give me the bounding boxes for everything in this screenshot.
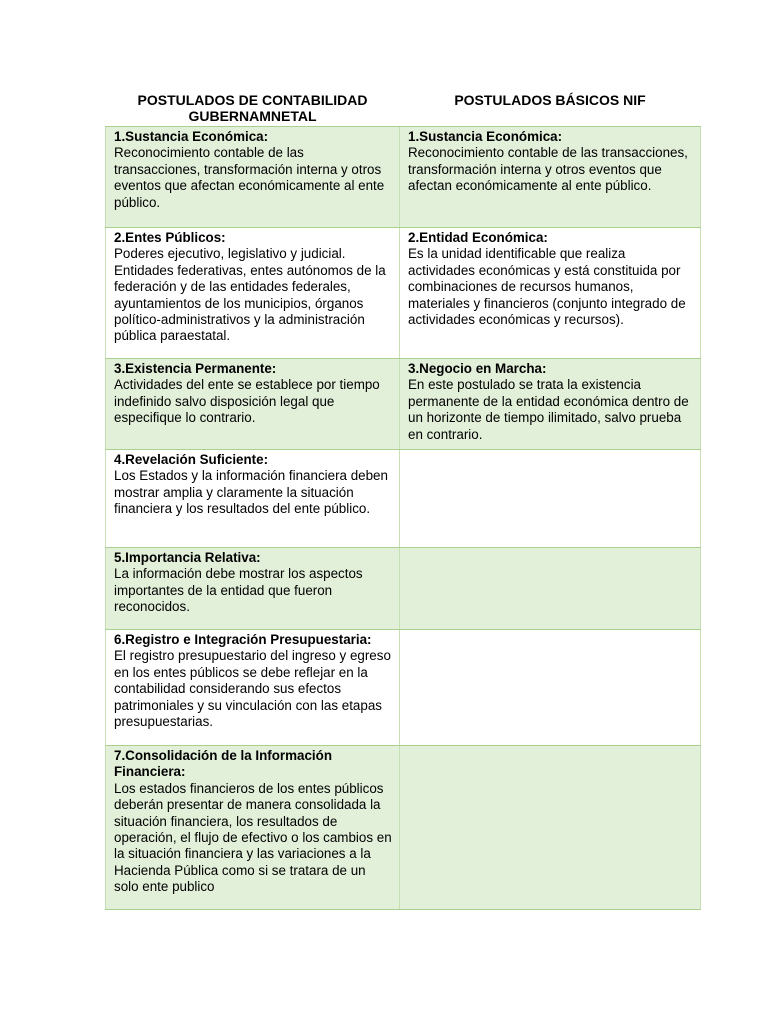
postulado-text: El registro presupuestario del ingreso y egreso en los entes públicos se debe reflejar en la contabilidad considerando sus efectos patrimoniales y su vinculación con las etapas presupuestarias.: [114, 648, 391, 730]
postulado-title: 2.Entidad Económica:: [408, 230, 548, 245]
cell-nif: [400, 630, 701, 746]
postulado-text: Reconocimiento contable de las transacciones, transformación interna y otros eventos que afectan económicamente al ente público.: [114, 145, 385, 210]
postulado-text: Los estados financieros de los entes públicos deberán presentar de manera consolidada la situación financiera, los resultados de operación, el flujo de efectivo o los cambios en la situación financiera y las variaciones a la Hacienda Pública como si se tratara de un solo ente publico: [114, 780, 392, 895]
postulado-title: 7.Consolidación de la Información Financiera:: [114, 748, 333, 780]
table-row: [106, 228, 701, 359]
postulado-text: Reconocimiento contable de las transacciones, transformación interna y otros eventos que afectan económicamente al ente público.: [408, 145, 688, 194]
cell-nif: [400, 359, 701, 450]
table-row: [106, 746, 701, 910]
cell-nif: [400, 746, 701, 910]
table-row: [106, 359, 701, 450]
postulado-text: Los Estados y la información financiera deben mostrar amplia y claramente la situación financiera y los resultados del ente público.: [114, 468, 388, 517]
header-nif: POSTULADOS BÁSICOS NIF: [400, 90, 701, 127]
cell-gubernamental: [106, 228, 400, 359]
postulado-title: 1.Sustancia Económica:: [114, 129, 269, 144]
postulado-text: Es la unidad identificable que realiza actividades económicas y está constituida por combinaciones de recursos humanos, materiales y financieros (conjunto integrado de actividades económicas y recursos).: [408, 246, 686, 328]
cell-gubernamental: [106, 746, 400, 910]
postulado-text: La información debe mostrar los aspectos importantes de la entidad que fueron reconocidos.: [114, 566, 363, 615]
postulado-title: 3.Negocio en Marcha:: [408, 361, 547, 376]
table-header-row: [106, 90, 701, 127]
cell-nif: [400, 548, 701, 630]
postulado-title: 3.Existencia Permanente:: [114, 361, 277, 376]
postulado-text: Poderes ejecutivo, legislativo y judicial. Entidades federativas, entes autónomos de la federación y de las entidades federales, ayuntamientos de los municipios, órganos político-administrativos y la administración pública paraestatal.: [114, 246, 386, 344]
cell-gubernamental: [106, 548, 400, 630]
table-row: [106, 630, 701, 746]
cell-gubernamental: [106, 127, 400, 228]
postulado-title: 5.Importancia Relativa:: [114, 550, 261, 565]
table-row: [106, 450, 701, 548]
postulado-title: 6.Registro e Integración Presupuestaria:: [114, 632, 372, 647]
cell-nif: [400, 450, 701, 548]
postulados-comparison-table: [105, 90, 701, 910]
cell-gubernamental: [106, 630, 400, 746]
cell-gubernamental: [106, 450, 400, 548]
header-gubernamental: POSTULADOS DE CONTABILIDAD GUBERNAMNETAL: [106, 90, 400, 127]
postulado-title: 2.Entes Públicos:: [114, 230, 226, 245]
postulado-text: En este postulado se trata la existencia permanente de la entidad económica dentro de un horizonte de tiempo ilimitado, salvo prueba en contrario.: [408, 377, 689, 442]
cell-nif: [400, 127, 701, 228]
cell-gubernamental: [106, 359, 400, 450]
postulado-title: 1.Sustancia Económica:: [408, 129, 563, 144]
cell-nif: [400, 228, 701, 359]
table-row: [106, 548, 701, 630]
table-row: [106, 127, 701, 228]
postulado-text: Actividades del ente se establece por tiempo indefinido salvo disposición legal que especifique lo contrario.: [114, 377, 380, 426]
postulado-title: 4.Revelación Suficiente:: [114, 452, 269, 467]
